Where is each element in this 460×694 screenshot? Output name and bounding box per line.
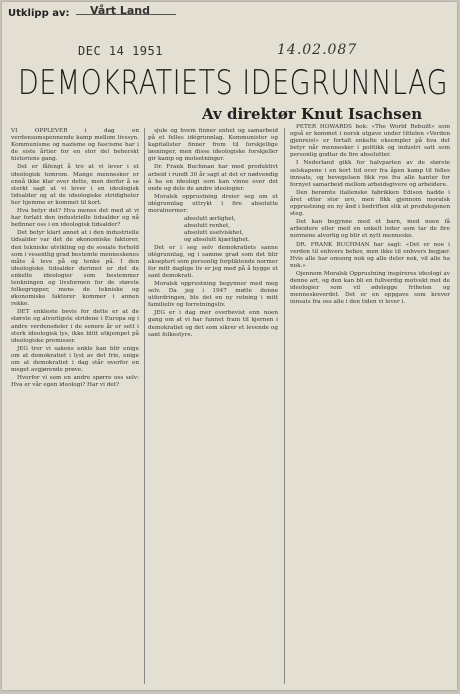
paragraph: Det er fåfengt å tro at vi lever i et ideologisk tomrom. Mange mennesker er ennå ikke klar over dette, men derfor å se sterkt sagt at vi lever i en ideologisk tidsalder og at de ideologiske stridigheter her hjemme er kommet til kort.: [11, 164, 139, 206]
paragraph: sjule og hvem finner enhet og samarbeid på et felles idégrunnlag. Kommunister og kapitalister finner frem til forskjellige løsninger, men disse ideologiske forskjeller gir kamp og motsetninger.: [148, 128, 278, 163]
headline: DEMOKRATIETS IDEGRUNNLAG: [17, 64, 449, 103]
paragraph: Den berømte italienske fabrikken Edison hadde i året etter stor uro, men fikk gjennom moralsk opprustning en ny ånd i bedriften slik at produksjonen steg.: [290, 189, 450, 218]
handwritten-date: 14.02.087: [277, 42, 358, 58]
paragraph: I Nederland gikk for halvparten av de største selskapene i en kort tid over fra åpen kamp til felles innsats, og bevegelsen fikk ros fra alle kanter for fornyet samarbeid mellom arbeidsgivere og arbeidere.: [290, 160, 450, 188]
byline: Av direktør Knut Isachsen: [202, 105, 423, 123]
paragraph: Hva betyr det? Hva menes det med at vi har forlatt den industrielle tidsalder og nå befinner oss i en ideologisk tidsalder?: [11, 208, 139, 229]
article-column-2: [148, 128, 278, 688]
source-newspaper: Vårt Land: [90, 4, 150, 17]
paragraph: DR. FRANK BUCHMAN har sagt: «Det er noe i verden til enhvers behov, men ikke til enhvers begjær. Hvis alle har omsorg nok og alle deler nok, vil alle ha nok.»: [290, 241, 450, 269]
paragraph: Det kan begynne med et barn, med noen få arbeidere eller med en enkelt leder som tar de fire normene alvorlig og blir et nytt menneske.: [290, 219, 450, 240]
article-column-1: [11, 128, 139, 688]
paragraph: VI OPPLEVER i dag en verdensomspennende kamp mellom livssyn. Kommunisme og nazisme og fascisme har i de siste årtier for en stor del beherskt historiens gang.: [11, 128, 139, 163]
newspaper-clipping: [2, 2, 457, 690]
paragraph: Moralsk opprustning begynner med meg selv. Da jeg i 1947 møtte denne utfordringen, ble det en ny retning i mitt familieliv og forretningsliv.: [148, 280, 278, 309]
list-item: absolutt uselviskhet,: [184, 230, 244, 237]
paragraph: PETER HOWARDS bok: «The World Rebuilt» som også er kommet i norsk utgave under tittelen «Verden gjenreist» er fortalt enkelte eksempler på hva det betyr når mennesker i politikk og industri satt som personlig godtar de fire absolutter.: [290, 124, 450, 159]
column-divider: [144, 128, 145, 684]
paragraph: JEG tror vi sakens enkle kan blir enige om at demokratiet i lyst av det frie, enige om at demokratiet i dag står overfor en meget avgjørende prøve.: [11, 345, 139, 374]
list-item: og absolutt kjærlighet.: [184, 237, 250, 244]
column-divider: [284, 128, 285, 684]
list-item: absolutt ærlighet,: [184, 216, 236, 223]
date-stamp: DEC 14 1951: [78, 44, 163, 58]
paragraph: Ojennom Moralsk Opprustning inspireres ideologi av denne art, og den kan bli en fullverdig motvekt mot de ideologier som vil ødelegge friheten og menneskeverdet. Det er en oppgave som krever innsats fra oss alle i den tiden vi lever i.: [290, 270, 450, 306]
paragraph: Det er i seg selv demokratiets sanne idégrunnlag, og i samme grad som det blir akseptert som personlig forpliktende normer for mitt daglige liv er jeg med på å bygge et sant demokrati.: [148, 244, 278, 279]
list-item: absolutt renhet,: [184, 223, 231, 230]
paragraph: Hvorfor vi som en andre spørre oss selv: Hva er vår egen ideologi? Har vi det?: [11, 375, 139, 389]
article-column-3: [290, 124, 450, 684]
source-underline: [76, 14, 176, 15]
paragraph: Det betyr klart annet at i den industrielle tidsalder var det de økonomiske faktorer, den tekniske utvikling og de sosiale forhold som i vesentlig grad bestemte menneskenes måte å leve på og tenke på. I den ideologiske tidsalder derimot er det de enkelte ideologier som bestemmer tenkningen og livsformen for de største folkegrupper, mens de tekniske og økonomiske faktorer kommer i annen rekke.: [11, 230, 139, 308]
paragraph: Dr. Frank Buchman har med produktivt arbeid i rundt 30 år sagt at det er nødvendig å ha en ideologi som kan vinne over det onde og dele de andre ideologier.: [148, 164, 278, 192]
paragraph: JEG er i dag mer overbevist enn noen gang om at vi har funnet fram til kjernen i demokratiet og det som sikrer et levende og sant folkestyre.: [148, 310, 278, 338]
paragraph: DET enkleste bevis for dette er at de største og alvorligste stridene i Europa og i andre verdensdeler i de senere år er sett i sterk ideologisk lys, ikke blitt utkjempet på ideologiske premisser.: [11, 309, 139, 344]
clipping-label: Utklipp av:: [8, 8, 70, 19]
paragraph: Moralsk opprustning dreier seg om et idégrunnlag uttrykt i fire absolutte moralnormer:: [148, 193, 278, 215]
